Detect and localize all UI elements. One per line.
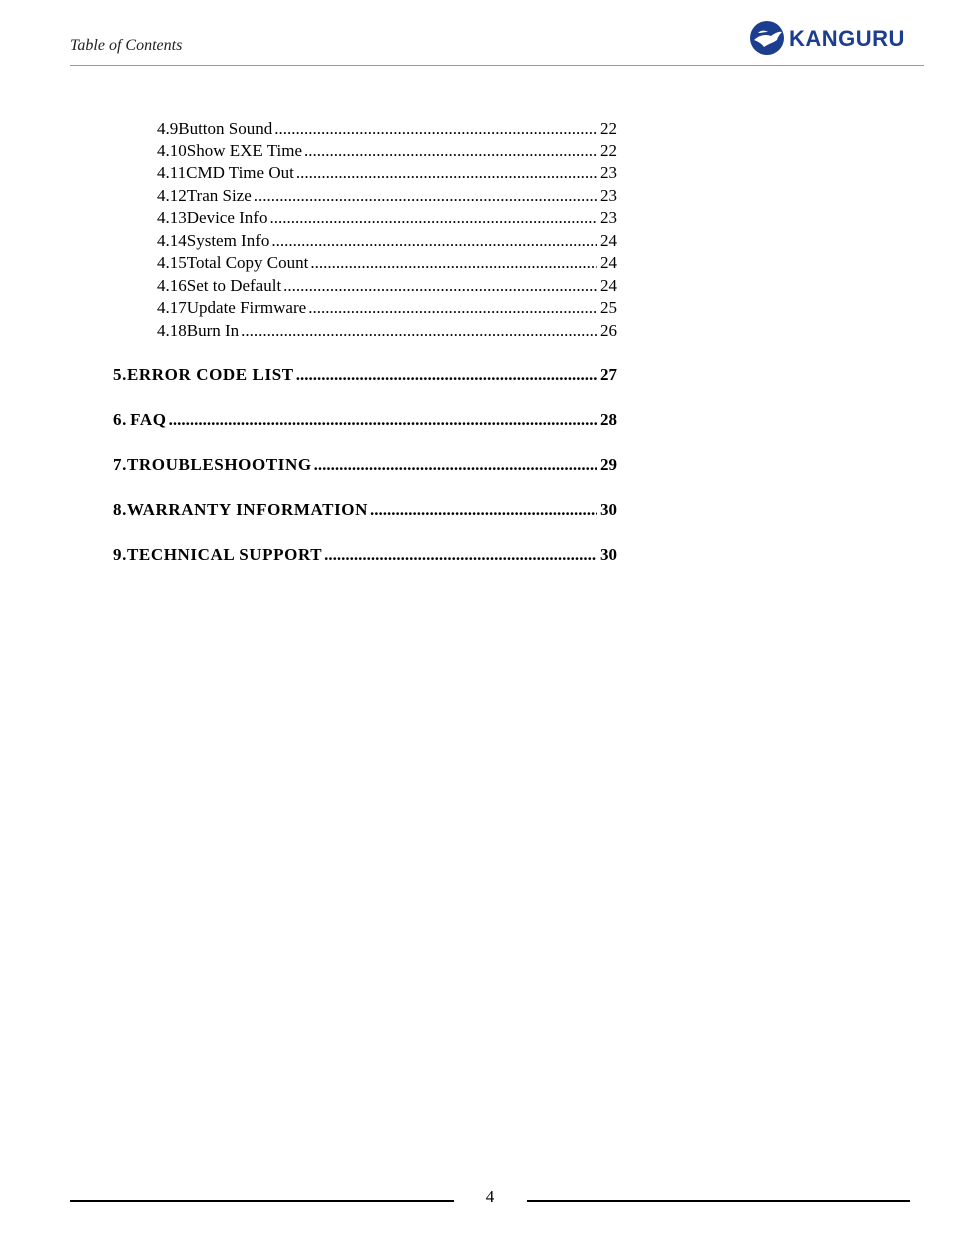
toc-section-title: WARRANTY INFORMATION [126, 500, 368, 519]
toc-entry-4-9[interactable] [157, 119, 617, 139]
toc-entry-page: 23 [600, 163, 617, 182]
toc-section-number: 5. [113, 365, 127, 384]
toc-leader-dots [370, 500, 597, 520]
toc-entry-title: CMD Time Out [186, 163, 294, 182]
toc-entry-page: 24 [600, 253, 617, 272]
toc-leader-dots [296, 365, 597, 385]
toc-leader-dots [308, 298, 597, 318]
toc-entry-number: 4.11 [157, 163, 187, 182]
page-number: 4 [485, 1187, 495, 1206]
toc-section-page: 30 [600, 545, 617, 564]
toc-entry-title: Set to Default [186, 276, 282, 295]
toc-entry-4-16[interactable] [157, 276, 617, 296]
toc-entry-page: 22 [600, 141, 617, 160]
toc-entry-number: 4.14 [157, 231, 187, 250]
toc-entry-title: Total Copy Count [186, 253, 309, 272]
toc-entry-4-15[interactable] [157, 253, 617, 273]
toc-leader-dots [254, 186, 597, 206]
toc-entry-4-10[interactable] [157, 141, 617, 161]
toc-leader-dots [296, 163, 597, 183]
toc-section-title: TECHNICAL SUPPORT [126, 545, 323, 564]
toc-section-page: 29 [600, 455, 617, 474]
toc-entry-title: Tran Size [186, 186, 252, 205]
toc-section-number: 9. [113, 545, 127, 564]
toc-entry-number: 4.9 [157, 119, 179, 138]
toc-entry-4-17[interactable] [157, 298, 617, 318]
footer-rule-right [527, 1200, 910, 1202]
toc-entry-page: 23 [600, 186, 617, 205]
toc-leader-dots [274, 119, 597, 139]
toc-entry-4-12[interactable] [157, 186, 617, 206]
logo-wordmark: KANGURU [789, 26, 905, 51]
toc-entry-number: 4.18 [157, 321, 187, 340]
toc-entry-number: 4.12 [157, 186, 187, 205]
toc-section-page: 27 [600, 365, 617, 384]
toc-section-number: 8. [113, 500, 127, 519]
toc-entry-page: 24 [600, 231, 617, 250]
toc-section-title: TROUBLESHOOTING [126, 455, 312, 474]
toc-section-5[interactable] [113, 365, 617, 385]
toc-leader-dots [324, 545, 597, 565]
toc-section-6[interactable] [113, 410, 617, 430]
toc-leader-dots [304, 141, 597, 161]
toc-entry-number: 4.17 [157, 298, 187, 317]
footer-rule-left [70, 1200, 454, 1202]
toc-section-number: 7. [113, 455, 127, 474]
toc-entry-number: 4.16 [157, 276, 187, 295]
toc-leader-dots [310, 253, 597, 273]
toc-entry-title: Button Sound [178, 119, 273, 138]
toc-leader-dots [314, 455, 597, 475]
toc-leader-dots [269, 208, 597, 228]
header-divider [70, 65, 924, 66]
toc-entry-page: 22 [600, 119, 617, 138]
toc-entry-page: 23 [600, 208, 617, 227]
toc-section-7[interactable] [113, 455, 617, 475]
toc-section-title: FAQ [130, 410, 167, 429]
toc-entry-number: 4.10 [157, 141, 187, 160]
toc-entry-title: System Info [186, 231, 270, 250]
header-title: Table of Contents [70, 37, 183, 54]
toc-entry-4-18[interactable] [157, 321, 617, 341]
kangaroo-icon [750, 21, 784, 55]
toc-section-page: 30 [600, 500, 617, 519]
toc-leader-dots [283, 276, 597, 296]
toc-entry-page: 24 [600, 276, 617, 295]
toc-entry-4-13[interactable] [157, 208, 617, 228]
toc-section-title: ERROR CODE LIST [126, 365, 294, 384]
toc-section-9[interactable] [113, 545, 617, 565]
toc-leader-dots [169, 410, 597, 430]
toc-entry-page: 26 [600, 321, 617, 340]
toc-entry-number: 4.13 [157, 208, 187, 227]
toc-section-number: 6. [113, 410, 127, 429]
toc-section-page: 28 [600, 410, 617, 429]
toc-entry-title: Device Info [186, 208, 268, 227]
toc-leader-dots [241, 321, 597, 341]
toc-entry-4-14[interactable] [157, 231, 617, 251]
toc-section-8[interactable] [113, 500, 617, 520]
toc-entry-title: Show EXE Time [186, 141, 302, 160]
toc-entry-number: 4.15 [157, 253, 187, 272]
toc-entry-page: 25 [600, 298, 617, 317]
toc-entry-4-11[interactable] [157, 163, 617, 183]
kanguru-logo [749, 19, 914, 57]
toc-entry-title: Burn In [186, 321, 240, 340]
toc-leader-dots [271, 231, 597, 251]
toc-entry-title: Update Firmware [186, 298, 307, 317]
